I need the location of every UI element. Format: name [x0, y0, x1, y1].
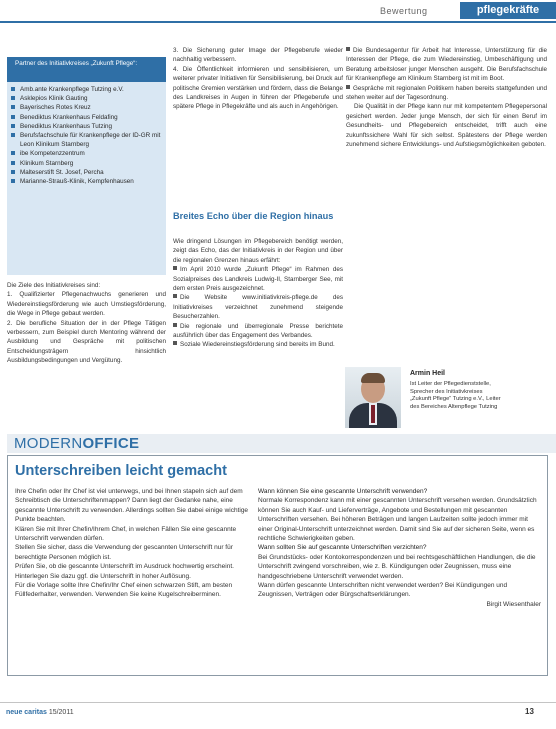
goal-item: 1. Qualifizierter Pflegenachwuchs generieren und Wiedereinstiegsförderung wie auch Umstiegsförderung, die Wege in Pflege gebaut werden.: [7, 291, 166, 318]
goals-continued: [173, 46, 343, 112]
partner-box-title: Partner des Initiativkreises „Zukunft Pflege“:: [7, 57, 166, 82]
goals-intro: Die Ziele des Initiativkreises sind:: [7, 282, 101, 289]
author-photo: [345, 367, 401, 428]
echo-bullet: Die regionale und überregionale Presse berichtete ausführlich über das Engagement des Verbandes.: [173, 322, 343, 340]
echo-bullet: Die Website www.initiativkreis-pflege.de des Initiativkreises verzeichnet zunehmend steigende Besucherzahlen.: [173, 294, 343, 321]
author-description: Ist Leiter der Pflegedienststelle, Sprecher des Initiativkreises „Zukunft Pflege“ Tutzing e.V., Leiter des Bereiches Altenpflege Tutzing: [410, 381, 501, 410]
office-paragraph: Für die Vorlage sollte Ihre Chefin/Ihr Chef einen schwarzen Stift, am besten Füllfederhalter, verwenden. Verwenden Sie keine Kugelschreiberminen.: [15, 582, 233, 599]
section-tab: pflegekräfte: [460, 2, 556, 19]
office-paragraph: Prüfen Sie, ob die gescannte Unterschrift im Ausdruck hochwertig erscheint. Hinterlegen Sie dazu ggf. die Unterschrift in hoher Auflösung.: [15, 563, 234, 580]
quality-paragraph: Die Qualität in der Pflege kann nur mit kompetentem Pflegepersonal gesichert werden. Jeder junge Mensch, der sich für einen Beruf im Gesundheits- und Pflegebereich entscheidet, trifft auch eine zukunftssichere Wahl für sich selbst. Spätestens der Pflege werden zunehmend sichere Entwicklungs- und Aufstiegsmöglichkeiten geboten.: [346, 103, 547, 149]
partner-item: Marianne-Strauß-Klinik, Kempfenhausen: [11, 177, 163, 186]
office-paragraph: Ihre Chefin oder Ihr Chef ist viel unterwegs, und bei Ihnen stapeln sich auf dem Schreibtisch die Unterschriftenmappen? Dann liegt der Gedanke nahe, eine gescannte Unterschrift zu verwenden. Allerdings sollten Sie dabei einige wichtige Punkte beachten.: [15, 488, 249, 524]
office-paragraph: Normale Korrespondenz kann mit einer gescannten Unterschrift versehen werden. Grundsätzlich können Sie auch Kauf- und Lieferverträge, Angebote und Bestellungen mit gescannten Unterschriften versehen. Bei höheren Beträgen und langen Laufzeiten sollte jedoch immer mit einer Original-Unterschrift unterzeichnet werden. Damit sind Sie auf der sicheren Seite, wenn es rechtliche Schwierigkeiten geben.: [258, 497, 537, 543]
goal-item: 2. Die berufliche Situation der in der Pflege Tätigen verbessern, zum Beispiel durch Mentoring während der Ausbildung und Gespräche mit politischen Entscheidungsträgern hinsichtlich Ausbildungsbedingungen und Vergütung.: [7, 319, 166, 365]
page-number: 13: [525, 707, 534, 716]
footer-rule: [0, 702, 556, 703]
header-rule: [0, 21, 556, 23]
author-name: Armin Heil: [410, 370, 446, 377]
goal-item: 4. Die Öffentlichkeit informieren und sensibilisieren, um weiterer privater Initiativen für Sensibilisierung, bei Druck auf politische Gremien verstärken und fördern, dass die Belange des Landkreises in Augen in führen der Pflegeberufe und spätere Pflege in Pflegekräfte und als auch in Angehörigen.: [173, 65, 343, 111]
modern-office-title: Unterschreiben leicht gemacht: [15, 463, 227, 479]
partner-item: Bayerisches Rotes Kreuz: [11, 103, 163, 112]
echo-bullet: Im April 2010 wurde „Zukunft Pflege“ im Rahmen des Sozialpreises des Landkreis Ludwig-II, Starnberger See, mit dem ersten Preis ausgezeichnet.: [173, 266, 343, 293]
office-paragraph: Stellen Sie sicher, dass die Verwendung der gescannten Unterschrift nur für berechtigte Personen möglich ist.: [15, 544, 233, 561]
goals-text: [7, 281, 166, 366]
office-paragraph: Bei Grundstücks- oder Kontokorrespondenzen und bei rechtsgeschäftlichen Handlungen, die die Unterschrift zwingend vorschreiben, wie z. B. Kündigungen oder Zeugnissen, muss eine handgeschriebene Unterschrift verwendet werden.: [258, 553, 536, 580]
partner-item: Benediktus Krankenhaus Tutzing: [11, 122, 163, 131]
partner-item: Asklepios Klinik Gauting: [11, 94, 163, 103]
echo-text: [173, 237, 343, 350]
partner-item: Benediktus Krankenhaus Feldafing: [11, 113, 163, 122]
partner-item: ibe Kompetenzzentrum: [11, 149, 163, 158]
partner-item: Klinikum Starnberg: [11, 159, 163, 168]
support-bullet: Gespräche mit regionalen Politikern haben bereits stattgefunden und stehen weiter auf der Tagesordnung.: [346, 84, 547, 102]
echo-paragraph: Wie dringend Lösungen im Pflegebereich benötigt werden, zeigt das Echo, das der Initiativkreis in der Region und über die regionalen Grenzen hinaus erfährt:: [173, 238, 343, 264]
support-text: [346, 46, 547, 149]
echo-bullet: Soziale Wiedereinstiegsförderung sind bereits im Bund.: [173, 340, 343, 349]
section-label: Bewertung: [380, 6, 428, 16]
office-question: Wann sollten Sie auf gescannte Unterschriften verzichten?: [258, 544, 427, 552]
office-question: Wann können Sie eine gescannte Unterschrift verwenden?: [258, 488, 428, 495]
goal-item: 3. Die Sicherung guter Image der Pflegeberufe wieder nachhaltig verbessern.: [173, 47, 343, 64]
section-heading: Breites Echo über die Region hinaus: [173, 211, 334, 221]
partner-item: Berufsfachschule für Krankenpflege der ID-GR mit Leon Klinikum Starnberg: [11, 131, 163, 149]
office-signature: Birgit Wiesenthaler: [486, 600, 541, 608]
partner-item: Malteserstift St. Josef, Percha: [11, 168, 163, 177]
partner-item: Amb.ante Krankenpflege Tutzing e.V.: [11, 85, 163, 94]
modern-office-label: MODERNOFFICE: [14, 435, 140, 452]
modern-office-left: [15, 487, 249, 600]
office-paragraph: Wann dürfen gescannte Unterschriften nicht verwendet werden? Bei Kündigungen und Zeugnissen, Verträgen oder Bürgschaftserklärungen.: [258, 582, 508, 599]
support-bullet: Die Bundesagentur für Arbeit hat Interesse, Unterstützung für die Interessen der Pflege, die zum Wiedereinstieg, Umbeschäftigung und Beratung arbeitsloser junger Menschen ausgeht. Die Berufsfachschule für Krankenpflege am Klinikum Starnberg ist mit im Boot.: [346, 47, 547, 83]
modern-office-right: [258, 487, 541, 609]
office-paragraph: Klären Sie mit Ihrer Chefin/Ihrem Chef, in welchen Fällen Sie eine gescannte Unterschrift verwenden dürfen.: [15, 525, 237, 543]
footer-magazine: neue caritas 15/2011: [6, 709, 74, 716]
partner-list: [11, 85, 163, 186]
